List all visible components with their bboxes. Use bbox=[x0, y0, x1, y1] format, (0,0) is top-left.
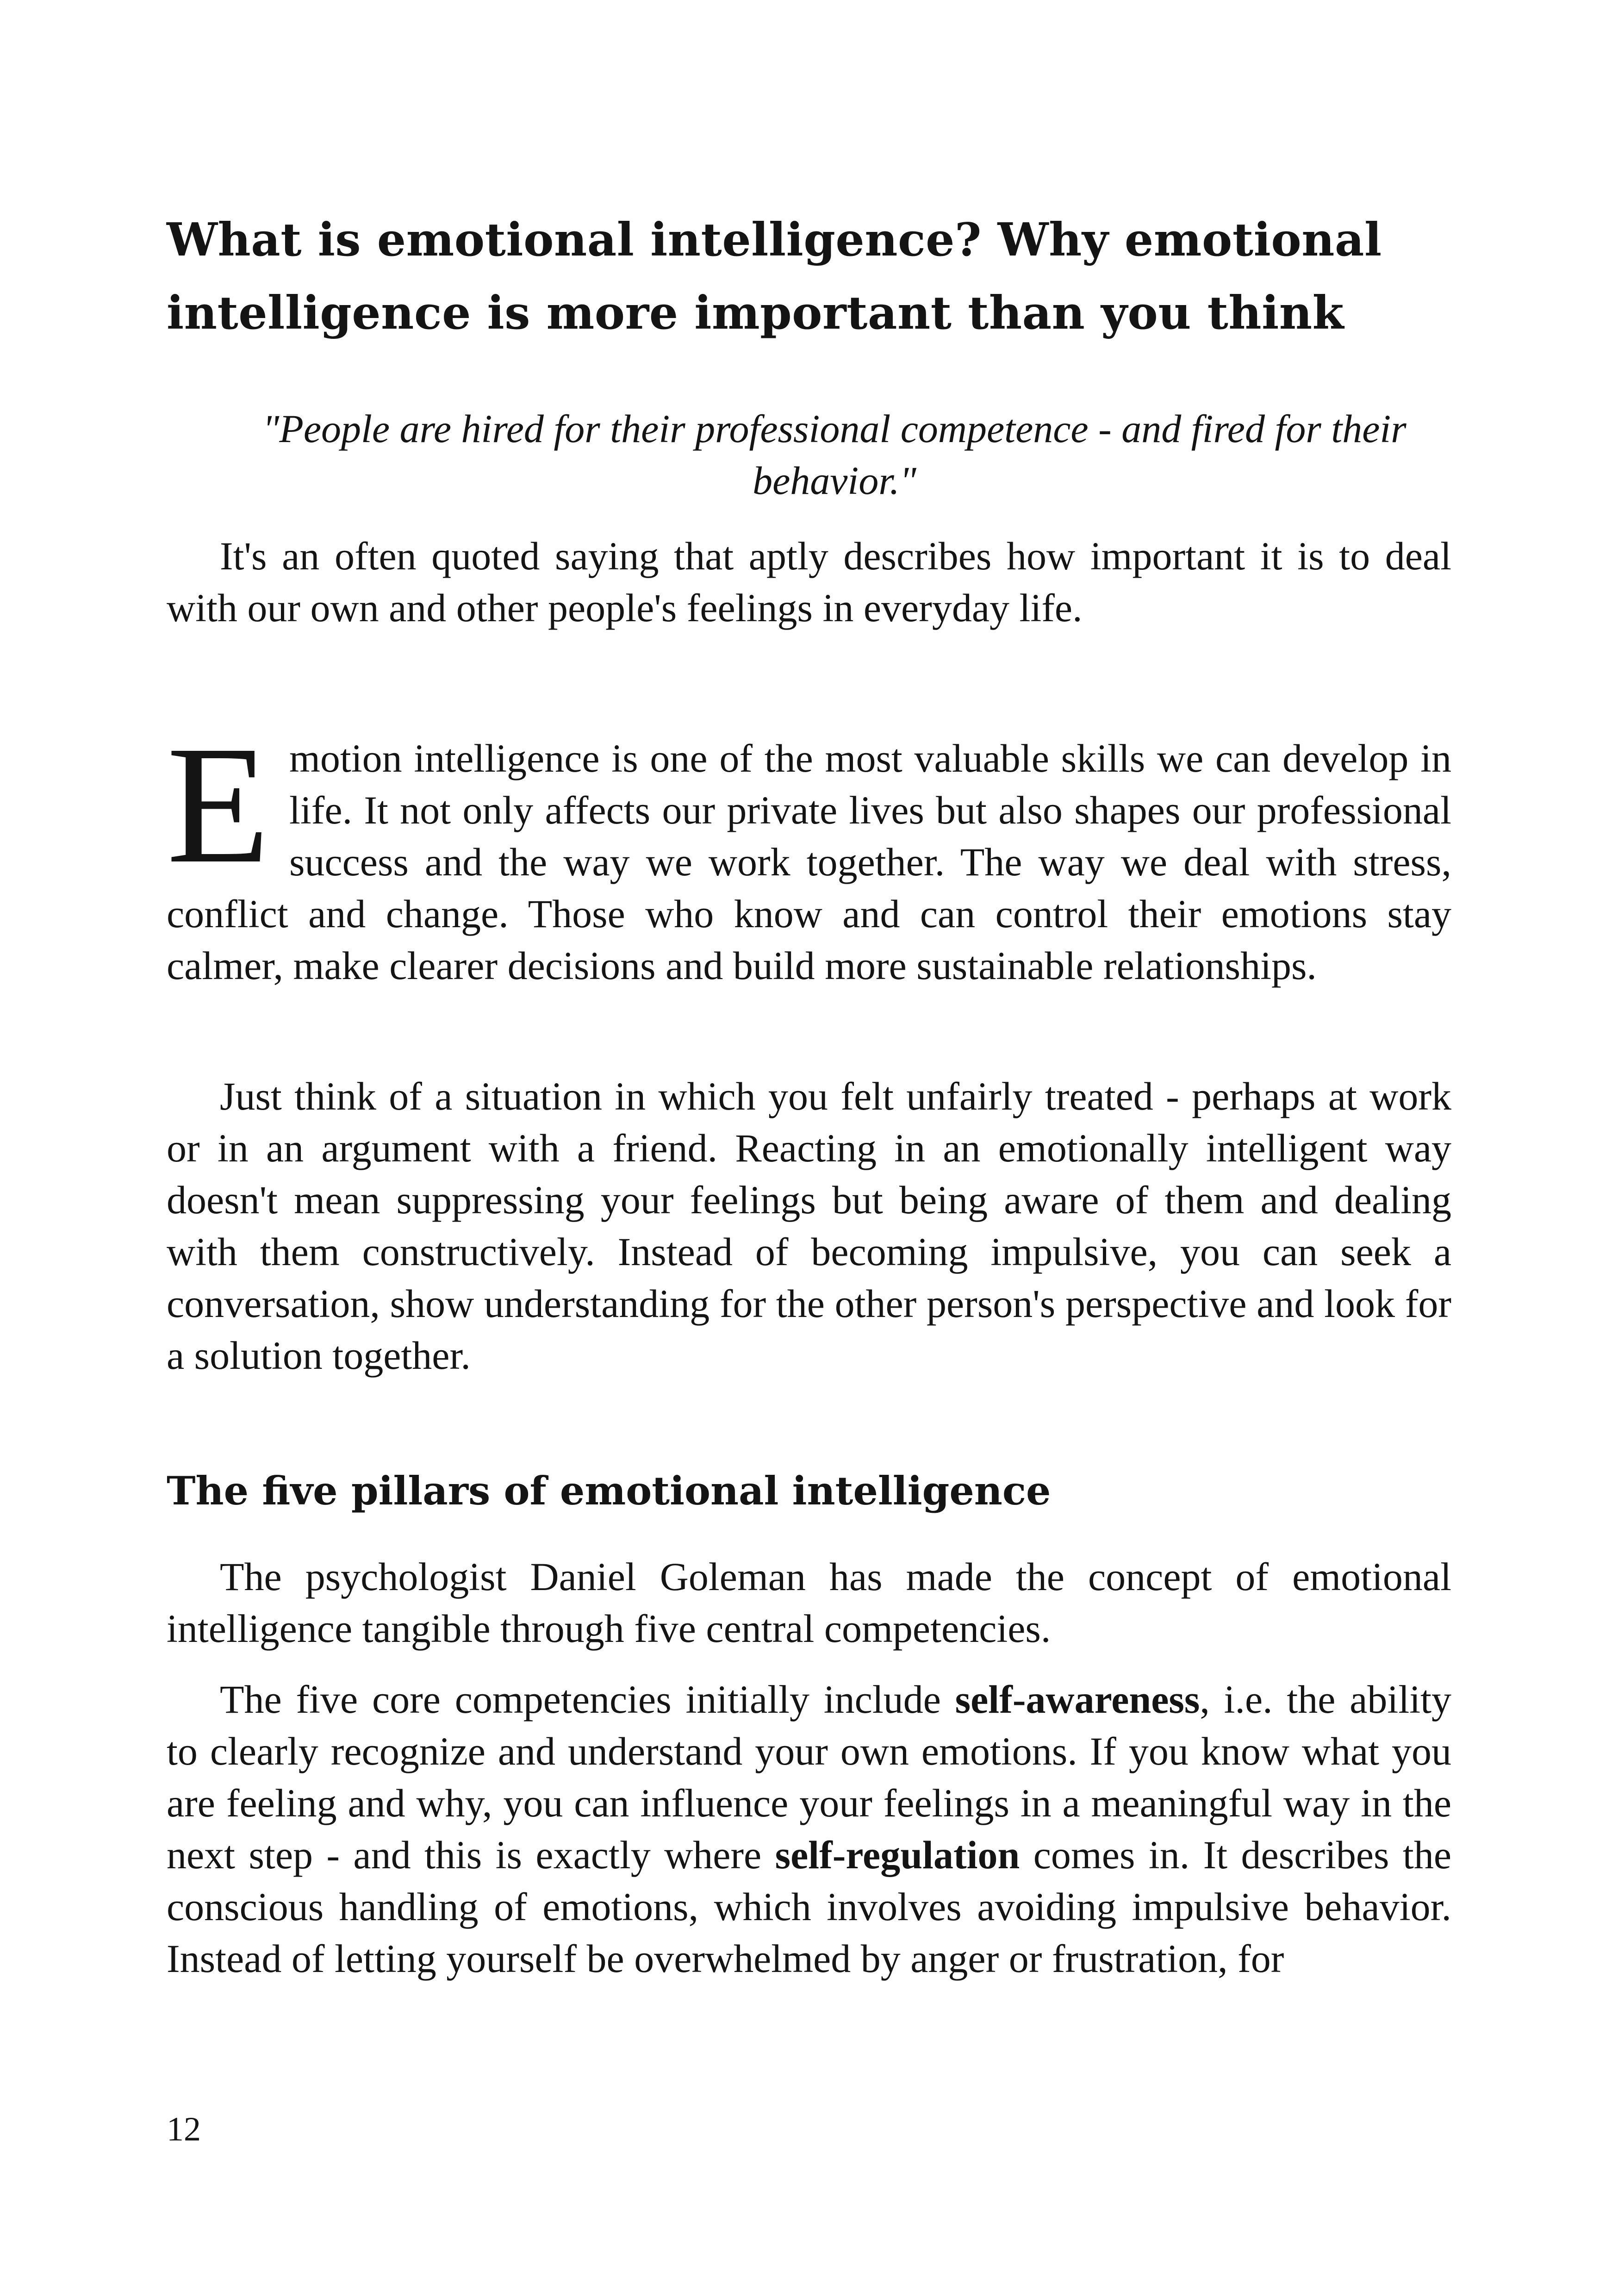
intro-paragraph: It's an often quoted saying that aptly describes how important it is to deal with our own and other people's feelings in everyday life. bbox=[167, 534, 1451, 630]
term-self-regulation: self-regulation bbox=[775, 1833, 1020, 1877]
core-text-1: The five core competencies initially include bbox=[220, 1677, 955, 1722]
section-heading: The five pillars of emotional intelligence bbox=[167, 1468, 1051, 1514]
core-text-3: comes in. It describes the conscious handling of emotions, which involves avoiding impulsive behavior. Instead of letting yourself be overwhelmed by anger or frustration, for bbox=[167, 1833, 1451, 1981]
page-number: 12 bbox=[167, 2110, 201, 2148]
drop-cap-letter: E bbox=[167, 711, 270, 898]
core-competencies-paragraph bbox=[167, 1673, 1451, 1984]
emotion-paragraph bbox=[167, 711, 1451, 992]
chapter-title: What is emotional intelligence? Why emotional intelligence is more important than you think bbox=[167, 213, 1382, 340]
epigraph-quote: "People are hired for their professional competence - and fired for their behavior." bbox=[262, 406, 1406, 503]
term-self-awareness: self-awareness bbox=[955, 1677, 1200, 1722]
situation-paragraph: Just think of a situation in which you felt unfairly treated - perhaps at work or in an argument with a friend. Reacting in an emotionally intelligent way doesn't mean suppressing your feelings but being aware of them and dealing with them constructively. Instead of becoming impulsive, you can seek a conversation, show understanding for the other person's perspective and look for a solution together. bbox=[167, 1074, 1451, 1378]
emotion-paragraph-text: motion intelligence is one of the most valuable skills we can develop in life. It not only affects our private lives but also shapes our professional success and the way we work together. The way we deal with stress, conflict and change. Those who know and can control their emotions stay calmer, make clearer decisions and build more sustainable relationships. bbox=[167, 736, 1451, 988]
core-text-2: , i.e. the ability to clearly recognize and understand your own emotions. If you know what you are feeling and why, you can influence your feelings in a meaningful way in the next step - and this is exactly where bbox=[167, 1677, 1451, 1877]
goleman-paragraph: The psychologist Daniel Goleman has made the concept of emotional intelligence tangible through five central competencies. bbox=[167, 1554, 1451, 1651]
